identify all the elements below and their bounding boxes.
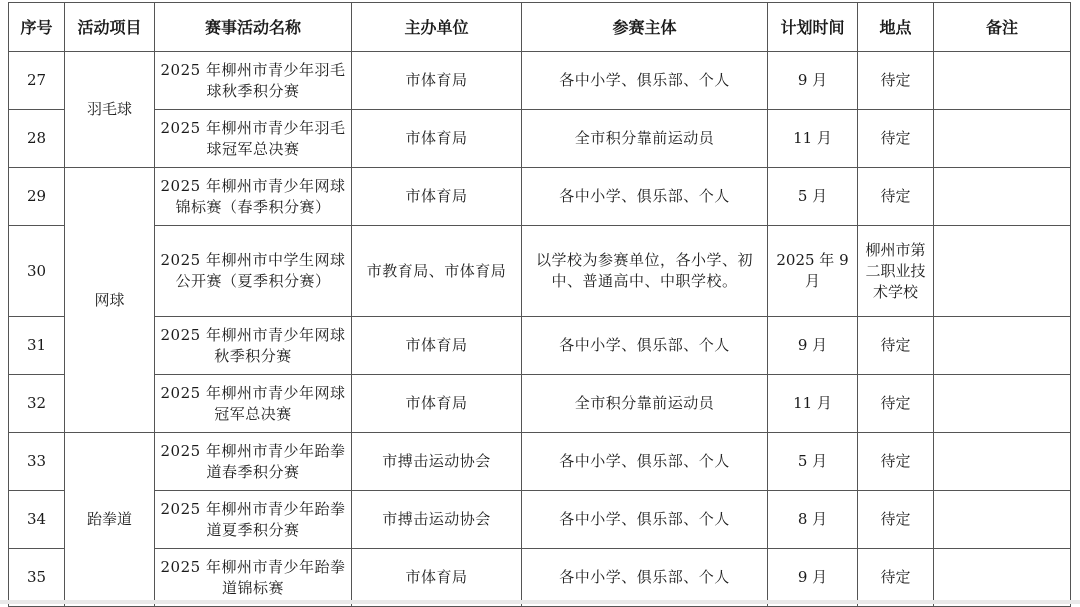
remark: [934, 375, 1071, 433]
remark: [934, 110, 1071, 168]
participants: 各中小学、俱乐部、个人: [522, 52, 768, 110]
host-unit: 市搏击运动协会: [352, 491, 522, 549]
participants: 各中小学、俱乐部、个人: [522, 491, 768, 549]
row-number: 28: [9, 110, 65, 168]
remark: [934, 317, 1071, 375]
header-event-name: 赛事活动名称: [155, 3, 352, 52]
venue: 待定: [858, 168, 934, 226]
venue: 待定: [858, 375, 934, 433]
table-row: [9, 317, 1071, 375]
event-name: 2025 年柳州市青少年羽毛球秋季积分赛: [155, 52, 352, 110]
table-row: [9, 433, 1071, 491]
host-unit: 市体育局: [352, 317, 522, 375]
host-unit: 市体育局: [352, 168, 522, 226]
participants: 以学校为参赛单位，各小学、初中、普通高中、中职学校。: [522, 226, 768, 317]
header-no: 序号: [9, 3, 65, 52]
sport-group-tennis: 网球: [65, 168, 155, 433]
row-number: 33: [9, 433, 65, 491]
event-name: 2025 年柳州市青少年网球冠军总决赛: [155, 375, 352, 433]
planned-time: 2025 年 9 月: [768, 226, 858, 317]
planned-time: 11 月: [768, 110, 858, 168]
participants: 各中小学、俱乐部、个人: [522, 168, 768, 226]
participants: 各中小学、俱乐部、个人: [522, 549, 768, 607]
planned-time: 9 月: [768, 52, 858, 110]
event-name: 2025 年柳州市青少年网球秋季积分赛: [155, 317, 352, 375]
table-row: [9, 549, 1071, 607]
participants: 全市积分靠前运动员: [522, 110, 768, 168]
row-number: 35: [9, 549, 65, 607]
venue: 柳州市第二职业技术学校: [858, 226, 934, 317]
sport-group-taekwondo: 跆拳道: [65, 433, 155, 607]
venue: 待定: [858, 52, 934, 110]
event-name: 2025 年柳州市青少年跆拳道锦标赛: [155, 549, 352, 607]
row-number: 29: [9, 168, 65, 226]
header-remark: 备注: [934, 3, 1071, 52]
host-unit: 市搏击运动协会: [352, 433, 522, 491]
header-venue: 地点: [858, 3, 934, 52]
remark: [934, 52, 1071, 110]
venue: 待定: [858, 549, 934, 607]
host-unit: 市体育局: [352, 549, 522, 607]
host-unit: 市体育局: [352, 52, 522, 110]
row-number: 27: [9, 52, 65, 110]
table-row: [9, 226, 1071, 317]
venue: 待定: [858, 491, 934, 549]
venue: 待定: [858, 110, 934, 168]
sport-group-badminton: 羽毛球: [65, 52, 155, 168]
event-schedule-table: [8, 2, 1071, 607]
event-name: 2025 年柳州市中学生网球公开赛（夏季积分赛）: [155, 226, 352, 317]
planned-time: 11 月: [768, 375, 858, 433]
venue: 待定: [858, 317, 934, 375]
row-number: 34: [9, 491, 65, 549]
host-unit: 市教育局、市体育局: [352, 226, 522, 317]
remark: [934, 226, 1071, 317]
participants: 全市积分靠前运动员: [522, 375, 768, 433]
table-row: [9, 52, 1071, 110]
event-name: 2025 年柳州市青少年网球锦标赛（春季积分赛）: [155, 168, 352, 226]
header-row: [9, 3, 1071, 52]
remark: [934, 549, 1071, 607]
header-sport: 活动项目: [65, 3, 155, 52]
event-name: 2025 年柳州市青少年跆拳道春季积分赛: [155, 433, 352, 491]
row-number: 31: [9, 317, 65, 375]
planned-time: 5 月: [768, 168, 858, 226]
row-number: 30: [9, 226, 65, 317]
venue: 待定: [858, 433, 934, 491]
header-host: 主办单位: [352, 3, 522, 52]
participants: 各中小学、俱乐部、个人: [522, 317, 768, 375]
remark: [934, 491, 1071, 549]
remark: [934, 433, 1071, 491]
header-participants: 参赛主体: [522, 3, 768, 52]
planned-time: 9 月: [768, 549, 858, 607]
row-number: 32: [9, 375, 65, 433]
planned-time: 5 月: [768, 433, 858, 491]
table-row: [9, 168, 1071, 226]
planned-time: 9 月: [768, 317, 858, 375]
event-name: 2025 年柳州市青少年羽毛球冠军总决赛: [155, 110, 352, 168]
planned-time: 8 月: [768, 491, 858, 549]
table-row: [9, 375, 1071, 433]
table-row: [9, 110, 1071, 168]
page-bottom-edge: [0, 600, 1080, 604]
table-row: [9, 491, 1071, 549]
host-unit: 市体育局: [352, 110, 522, 168]
header-time: 计划时间: [768, 3, 858, 52]
event-name: 2025 年柳州市青少年跆拳道夏季积分赛: [155, 491, 352, 549]
participants: 各中小学、俱乐部、个人: [522, 433, 768, 491]
remark: [934, 168, 1071, 226]
host-unit: 市体育局: [352, 375, 522, 433]
